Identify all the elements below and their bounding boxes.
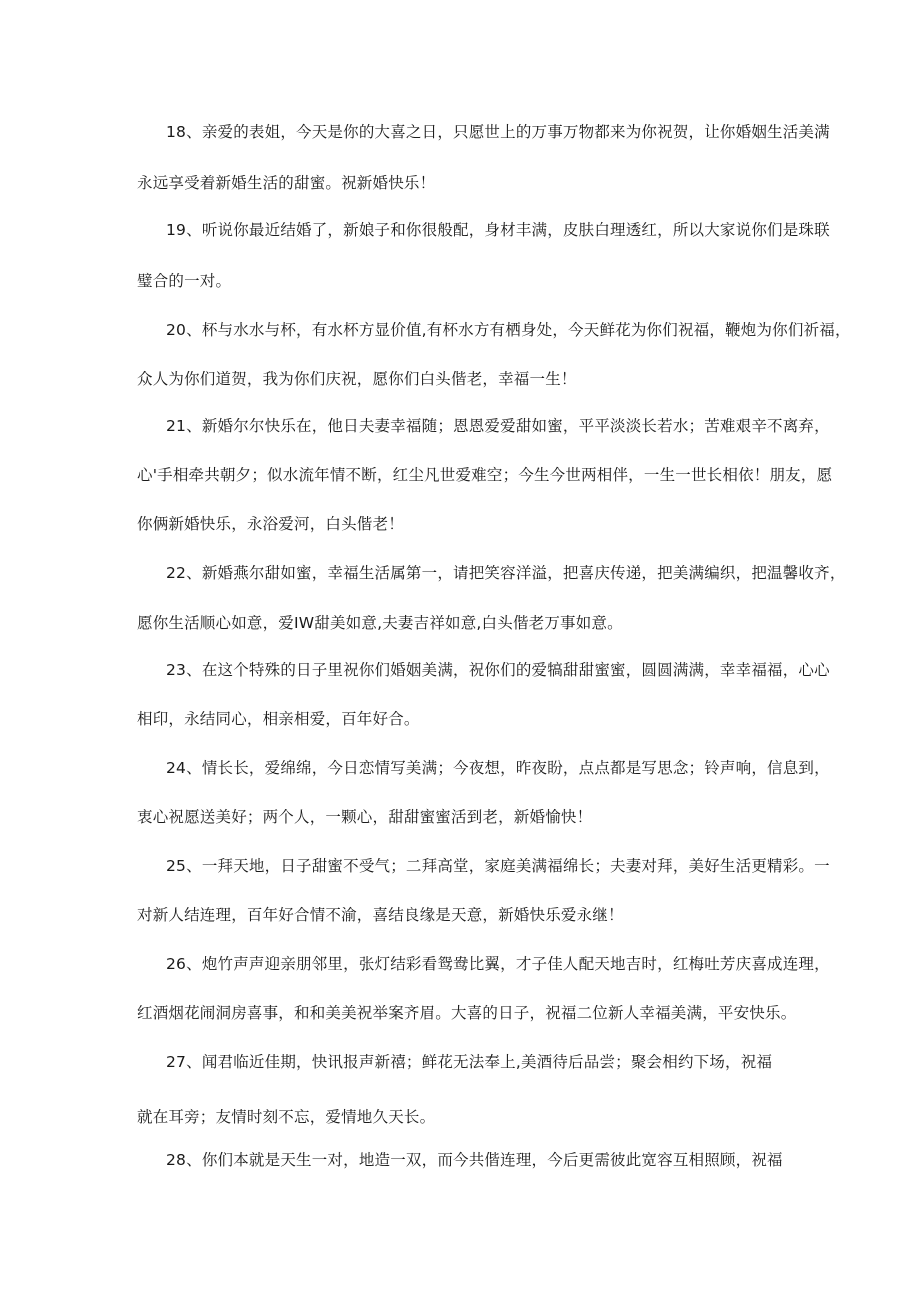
paragraph-19-line-1: 19、听说你最近结婚了，新娘子和你很般配，身材丰满，皮肤白理透红，所以大家说你们是珠联 xyxy=(166,221,830,239)
paragraph-27-line-1: 27、闻君临近佳期，快讯报声新禧；鲜花无法奉上,美酒待后品尝；聚会相约下场，祝福 xyxy=(166,1053,773,1071)
paragraph-18-line-2: 永远享受着新婚生活的甜蜜。祝新婚快乐！ xyxy=(137,174,436,192)
paragraph-22-line-2: 愿你生活顺心如意，爱IW甜美如意,夫妻吉祥如意,白头偕老万事如意。 xyxy=(137,614,623,632)
paragraph-21-line-2: 心'手相牵共朝夕；似水流年情不断，红尘凡世爱难空；今生今世两相伴，一生一世长相依！朋友，愿 xyxy=(137,466,833,484)
paragraph-26-line-1: 26、炮竹声声迎亲朋邻里，张灯结彩看鸳鸯比翼，才子佳人配天地吉时，红梅吐芳庆喜成连理， xyxy=(166,955,830,973)
paragraph-28-line-1: 28、你们本就是天生一对，地造一双，而今共偕连理，今后更需彼此宽容互相照顾，祝福 xyxy=(166,1151,783,1169)
paragraph-25-line-1: 25、一拜天地，日子甜蜜不受气；二拜高堂，家庭美满福绵长；夫妻对拜，美好生活更精彩。一 xyxy=(166,857,830,875)
paragraph-19-line-2: 璧合的一对。 xyxy=(137,272,232,290)
paragraph-21-line-3: 你俩新婚快乐，永浴爱河，白头偕老！ xyxy=(137,515,404,533)
paragraph-24-line-2: 衷心祝愿送美好；两个人，一颗心，甜甜蜜蜜活到老，新婚愉快！ xyxy=(137,808,593,826)
paragraph-26-line-2: 红酒烟花闹洞房喜事，和和美美祝举案齐眉。大喜的日子，祝福二位新人幸福美满，平安快乐。 xyxy=(137,1004,797,1022)
paragraph-21-line-1: 21、新婚尔尔快乐在，他日夫妻幸福随；恩恩爱爱甜如蜜，平平淡淡长若水；苦难艰辛不离弃， xyxy=(166,417,830,435)
paragraph-23-line-2: 相印，永结同心，相亲相爱，百年好合。 xyxy=(137,710,420,728)
paragraph-18-line-1: 18、亲爱的表姐，今天是你的大喜之日，只愿世上的万事万物都来为你祝贺，让你婚姻生活美满 xyxy=(166,123,830,141)
paragraph-20-line-1: 20、杯与水水与杯，有水杯方显价值,有杯水方有栖身处，今天鲜花为你们祝福，鞭炮为你们祈福， xyxy=(166,321,851,339)
paragraph-23-line-1: 23、在这个特殊的日子里祝你们婚姻美满，祝你们的爱犒甜甜蜜蜜，圆圆满满，幸幸福福，心心 xyxy=(166,661,830,679)
paragraph-20-line-2: 众人为你们道贺，我为你们庆祝，愿你们白头偕老，幸福一生！ xyxy=(137,370,577,388)
paragraph-24-line-1: 24、情长长，爱绵绵，今日恋情写美满；今夜想，昨夜盼，点点都是写思念；铃声响，信息到， xyxy=(166,759,830,777)
paragraph-25-line-2: 对新人结连理，百年好合情不渝，喜结良缘是天意，新婚快乐爱永继！ xyxy=(137,906,624,924)
paragraph-27-line-2: 就在耳旁；友情时刻不忘，爱情地久天长。 xyxy=(137,1108,436,1126)
paragraph-22-line-1: 22、新婚燕尔甜如蜜，幸福生活属第一，请把笑容洋溢，把喜庆传递，把美满编织，把温馨收齐， xyxy=(166,564,846,582)
